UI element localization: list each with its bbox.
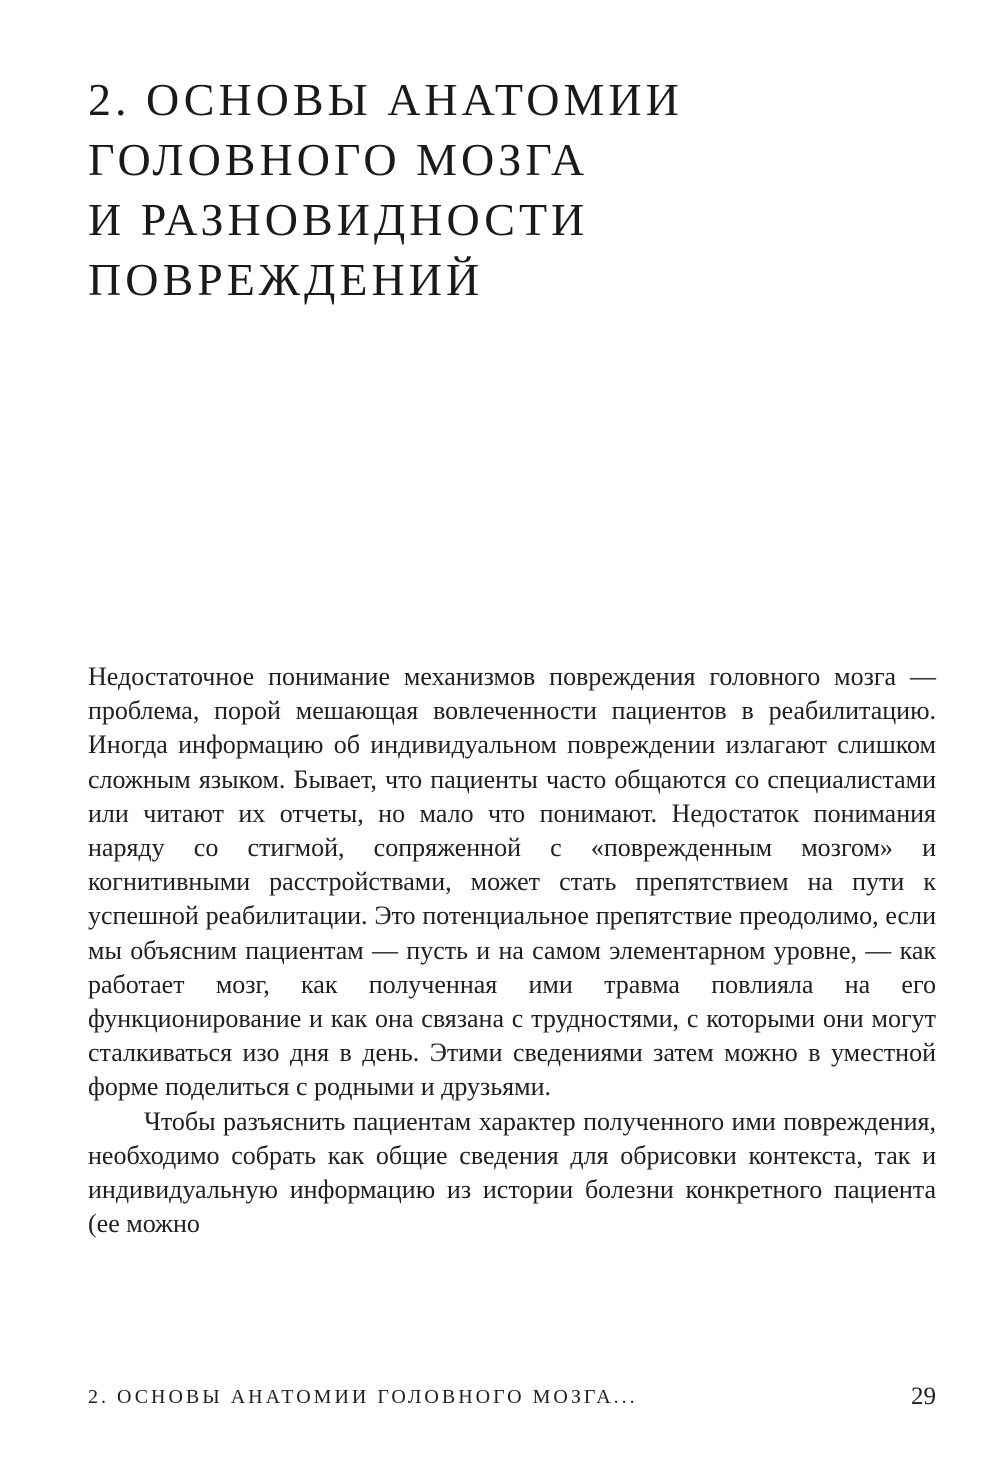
chapter-title-line: И РАЗНОВИДНОСТИ	[88, 194, 589, 245]
running-footer	[88, 1383, 936, 1416]
page-number: 29	[911, 1383, 936, 1410]
paragraph: Недостаточное понимание механизмов повреждения головного мозга — проблема, порой мешающая вовлеченности пациентов в реабилитацию. Иногда информацию об индивидуальном повреждении излагают слишком сложным языком. Бывает, что пациенты часто общаются со специалистами или читают их отчеты, но мало что понимают. Недостаток понимания наряду со стигмой, сопряженной с «поврежденным мозгом» и когнитивными расстройствами, может стать препятствием на пути к успешной реабилитации. Это потенциальное препятствие преодолимо, если мы объясним пациентам — пусть и на самом элементарном уровне, — как работает мозг, как полученная ими травма повлияла на его функционирование и как она связана с трудностями, с которыми они могут сталкиваться изо дня в день. Этими сведениями затем можно в уместной форме поделиться с родными и друзьями.	[88, 662, 936, 1102]
chapter-title-line: 2. ОСНОВЫ АНАТОМИИ	[88, 74, 683, 125]
chapter-title-line: ГОЛОВНОГО МОЗГА	[88, 134, 589, 185]
chapter-title	[88, 70, 928, 310]
paragraph: Чтобы разъяснить пациентам характер полученного ими повреждения, необходимо собрать как общие сведения для обрисовки контекста, так и индивидуальную информацию из истории болезни конкретного пациента (ее можно	[88, 1106, 936, 1239]
body-text	[88, 660, 936, 1241]
footer-running-title: 2. ОСНОВЫ АНАТОМИИ ГОЛОВНОГО МОЗГА...	[88, 1386, 638, 1408]
chapter-title-line: ПОВРЕЖДЕНИЙ	[88, 254, 484, 305]
